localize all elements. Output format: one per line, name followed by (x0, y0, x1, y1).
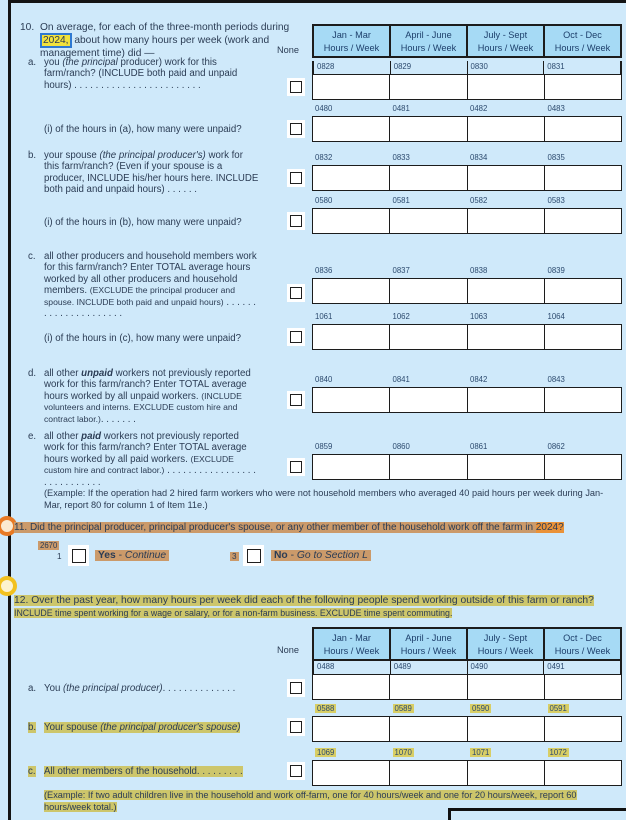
hours-input-cell[interactable] (313, 761, 389, 785)
q11-question: 11. Did the principal producer, principal producer's spouse, or any other member of the household work off the farm in 2024? (14, 522, 564, 533)
q11-no-code-number: 3 (232, 552, 237, 561)
code-label: 0859 (315, 442, 333, 451)
q10-none-checkbox-b[interactable] (287, 169, 305, 187)
hours-input-cell[interactable] (313, 166, 389, 190)
q12-row-c-inputs (312, 760, 622, 786)
hours-input-cell[interactable] (467, 717, 544, 741)
hours-input-cell[interactable] (467, 117, 544, 141)
q10-row-c-i-codes (312, 311, 622, 324)
code-label: 0831 (543, 61, 620, 74)
hours-input-cell[interactable] (313, 117, 389, 141)
highlighted-year-2024: 2024, (40, 33, 72, 48)
code-label: 0582 (470, 196, 488, 205)
code-label: 0489 (390, 661, 467, 674)
q10-row-a-inputs (312, 74, 622, 100)
code-label: 0828 (317, 62, 335, 71)
q10-row-c-inputs (312, 278, 622, 304)
code-label: 1064 (547, 312, 565, 321)
q10-none-checkbox-a-i[interactable] (287, 120, 305, 138)
code-label: 0843 (547, 375, 565, 384)
checkbox-icon (290, 682, 302, 694)
code-label: 0834 (470, 153, 488, 162)
hours-input-cell[interactable] (467, 455, 544, 479)
hours-input-cell[interactable] (313, 675, 389, 699)
q10-row-e-inputs (312, 454, 622, 480)
code-label: 1063 (470, 312, 488, 321)
checkbox-icon (290, 721, 302, 733)
q12-row-b-codes (312, 703, 622, 716)
col-header-july-sept: July - Sept Hours / Week (466, 629, 543, 659)
code-label: 1072 (549, 748, 567, 757)
q10-row-d-label: d. all other unpaid workers not previously reported work for this farm/ranch? Enter TOTAL average hours worked by all unpaid workers. (INCLUDE volunteers and interns. EXCLUDE custom hire and contract labor.). . . . . . . (28, 368, 251, 425)
hours-input-cell[interactable] (389, 388, 466, 412)
q10-none-checkbox-a[interactable] (287, 78, 305, 96)
hours-input-cell[interactable] (389, 209, 466, 233)
code-label: 0833 (392, 153, 410, 162)
code-label: 0839 (547, 266, 565, 275)
q11-yes-code-number: 1 (57, 552, 62, 561)
q11-yes-label: Yes - Continue (95, 550, 169, 561)
hours-input-cell[interactable] (389, 325, 466, 349)
code-label: 1071 (472, 748, 490, 757)
q10-row-c-codes (312, 265, 622, 278)
code-label: 0481 (392, 104, 410, 113)
checkbox-icon (290, 461, 302, 473)
code-label: 0838 (470, 266, 488, 275)
q10-row-b-i-codes (312, 195, 622, 208)
q10-row-b-inputs (312, 165, 622, 191)
left-border (8, 0, 11, 820)
code-label: 0860 (392, 442, 410, 451)
q12-row-c-codes (312, 747, 622, 760)
code-label: 0590 (472, 704, 490, 713)
hours-input-cell[interactable] (313, 388, 389, 412)
q10-row-d-codes (312, 374, 622, 387)
col-header-jan-mar: Jan - Mar Hours / Week (323, 633, 380, 656)
hours-input-cell[interactable] (389, 455, 466, 479)
q10-none-checkbox-b-i[interactable] (287, 212, 305, 230)
yellow-marker-icon (0, 576, 17, 596)
code-label: 0862 (547, 442, 565, 451)
hours-input-cell[interactable] (544, 761, 621, 785)
q10-none-checkbox-c[interactable] (287, 284, 305, 302)
q10-row-c-i-inputs (312, 324, 622, 350)
q12-none-checkbox-c[interactable] (287, 762, 305, 780)
q11-office-code: 2670 (40, 541, 58, 550)
hours-input-cell[interactable] (313, 75, 389, 99)
code-label: 0836 (315, 266, 333, 275)
code-label: 0581 (392, 196, 410, 205)
hours-input-cell[interactable] (389, 279, 466, 303)
code-label: 0491 (543, 661, 620, 674)
code-label: 1062 (392, 312, 410, 321)
checkbox-icon (290, 287, 302, 299)
hours-input-cell[interactable] (389, 717, 466, 741)
col-header-april-june: April - June Hours / Week (389, 629, 466, 659)
hours-input-cell[interactable] (467, 75, 544, 99)
hours-input-cell[interactable] (313, 717, 389, 741)
hours-input-cell[interactable] (467, 388, 544, 412)
q10-question (20, 22, 298, 60)
q10-row-b-label: b. your spouse (the principal producer's) work for this farm/ranch? (Even if your spouse is a producer, INCLUDE his/her hours here. INCLUDE both paid and unpaid hours) . . . . . . (28, 150, 259, 196)
q11-no-checkbox[interactable] (243, 545, 264, 566)
q10-row-a-i-inputs (312, 116, 622, 142)
q10-table-header (312, 24, 622, 58)
code-label: 0842 (470, 375, 488, 384)
checkbox-icon (290, 123, 302, 135)
highlighted-year-2024-q11: 2024? (535, 522, 564, 533)
q12-row-a-label: a. You (the principal producer). . . . . . . . . . . . . . (28, 683, 236, 694)
hours-input-cell[interactable] (313, 209, 389, 233)
q12-example-note: (Example: If two adult children live in the household and work off-farm, one for 40 hours/week and one for 20 hours/week, report 60 hours/week total.) (44, 790, 577, 812)
checkbox-icon (290, 81, 302, 93)
checkbox-icon (72, 549, 86, 563)
top-border (8, 0, 626, 3)
q10-row-a-i-label: (i) of the hours in (a), how many were unpaid? (44, 124, 242, 135)
q10-row-e-label: e. all other paid workers not previously reported work for this farm/ranch? Enter TOTAL average hours worked by all paid workers. (EXCLUDE custom hire and contract labor.) . . . . . . . . . . . . . . . . . . . . . . . . . . . . (28, 431, 256, 488)
checkbox-icon (290, 394, 302, 406)
hours-input-cell[interactable] (467, 279, 544, 303)
hours-input-cell[interactable] (313, 279, 389, 303)
checkbox-icon (247, 549, 261, 563)
q10-question-text: On average, for each of the three-month periods during 2024, about how many hours per week (work and management time) did — (40, 22, 290, 59)
code-label: 1069 (317, 748, 335, 757)
code-label: 0588 (317, 704, 335, 713)
next-section-box-corner (448, 808, 626, 820)
hours-input-cell[interactable] (544, 279, 621, 303)
hours-input-cell[interactable] (544, 209, 621, 233)
code-label: 0832 (315, 153, 333, 162)
hours-input-cell[interactable] (389, 675, 466, 699)
q10-row-b-codes (312, 152, 622, 165)
q11-yes-checkbox[interactable] (68, 545, 89, 566)
none-column-header: None (277, 645, 299, 655)
q10-none-checkbox-e[interactable] (287, 458, 305, 476)
hours-input-cell[interactable] (313, 455, 389, 479)
q10-row-a-codes (312, 61, 622, 74)
q10-row-c-label: c. all other producers and household members work for this farm/ranch? Enter TOTAL average hours worked by all other producers and household members. (EXCLUDE the principal producer and spouse. INCLUDE both paid and unpaid hours) . . . . . . . . . . . . . . . . . . . . . (28, 251, 257, 320)
q12-none-checkbox-a[interactable] (287, 679, 305, 697)
hours-input-cell[interactable] (389, 761, 466, 785)
checkbox-icon (290, 765, 302, 777)
q10-row-b-i-inputs (312, 208, 622, 234)
hours-input-cell[interactable] (544, 325, 621, 349)
code-label: 0830 (467, 61, 544, 74)
q12-table-header (312, 627, 622, 661)
q12-none-checkbox-b[interactable] (287, 718, 305, 736)
col-header-april-june: April - June Hours / Week (389, 26, 466, 56)
hours-input-cell[interactable] (544, 717, 621, 741)
q10-row-b-i-label: (i) of the hours in (b), how many were unpaid? (44, 217, 242, 228)
q10-row-a-label: a. you (the principal producer) work for this farm/ranch? (INCLUDE both paid and unpaid hours) . . . . . . . . . . . . . . . . . . . . . . . . (28, 57, 238, 91)
hours-input-cell[interactable] (544, 117, 621, 141)
col-header-oct-dec: Oct - Dec Hours / Week (543, 629, 620, 659)
code-label: 0483 (547, 104, 565, 113)
hours-input-cell[interactable] (544, 75, 621, 99)
code-label: 0591 (549, 704, 567, 713)
code-label: 0840 (315, 375, 333, 384)
code-label: 0482 (470, 104, 488, 113)
hours-input-cell[interactable] (389, 117, 466, 141)
q12-row-a-codes (312, 661, 622, 674)
checkbox-icon (290, 172, 302, 184)
q12-question: 12. Over the past year, how many hours per week did each of the following people spend working outside of this farm or ranch? INCLUDE time spent working for a wage or salary, or for a non-farm business. EXCLUDE time spent commuting. (14, 595, 594, 618)
hours-input-cell[interactable] (467, 325, 544, 349)
code-label: 0835 (547, 153, 565, 162)
checkbox-icon (290, 331, 302, 343)
hours-input-cell[interactable] (544, 675, 621, 699)
code-label: 1061 (315, 312, 333, 321)
col-header-july-sept: July - Sept Hours / Week (466, 26, 543, 56)
code-label: 0837 (392, 266, 410, 275)
q12-row-b-inputs (312, 716, 622, 742)
code-label: 0488 (317, 662, 335, 671)
q10-example-note: (Example: If the operation had 2 hired farm workers who were not household members who averaged 40 paid hours per week during Jan-Mar, report 80 for column 1 of Item 11e.) (44, 488, 604, 510)
q12-instruction: INCLUDE time spent working for a wage or salary, or for a non-farm business. EXCLUDE time spent commuting. (14, 608, 453, 618)
code-label: 0490 (467, 661, 544, 674)
q10-number: 10. (20, 22, 35, 33)
code-label: 0829 (390, 61, 467, 74)
hours-input-cell[interactable] (544, 455, 621, 479)
q10-row-a-i-codes (312, 103, 622, 116)
hours-input-cell[interactable] (389, 166, 466, 190)
code-label: 0841 (392, 375, 410, 384)
checkbox-icon (290, 215, 302, 227)
q11-no-label: No - Go to Section L (271, 550, 371, 561)
hours-input-cell[interactable] (467, 675, 544, 699)
q10-row-e-codes (312, 441, 622, 454)
q10-none-checkbox-c-i[interactable] (287, 328, 305, 346)
col-header-oct-dec: Oct - Dec Hours / Week (543, 26, 620, 56)
q12-row-a-inputs (312, 674, 622, 700)
code-label: 0580 (315, 196, 333, 205)
code-label: 0589 (394, 704, 412, 713)
q10-none-checkbox-d[interactable] (287, 391, 305, 409)
none-column-header: None (277, 45, 299, 55)
code-label: 0480 (315, 104, 333, 113)
hours-input-cell[interactable] (389, 75, 466, 99)
code-label: 1070 (394, 748, 412, 757)
q12-row-c-label: c. All other members of the household. . . . . . . . . (28, 766, 243, 777)
col-header-jan-mar: Jan - Mar Hours / Week (323, 30, 380, 53)
hours-input-cell[interactable] (544, 166, 621, 190)
hours-input-cell[interactable] (467, 209, 544, 233)
hours-input-cell[interactable] (467, 761, 544, 785)
hours-input-cell[interactable] (467, 166, 544, 190)
q10-row-d-inputs (312, 387, 622, 413)
code-label: 0583 (547, 196, 565, 205)
code-label: 0861 (470, 442, 488, 451)
hours-input-cell[interactable] (544, 388, 621, 412)
hours-input-cell[interactable] (313, 325, 389, 349)
q12-row-b-label: b. Your spouse (the principal producer's spouse) (28, 722, 241, 733)
q10-row-c-i-label: (i) of the hours in (c), how many were unpaid? (44, 333, 242, 344)
